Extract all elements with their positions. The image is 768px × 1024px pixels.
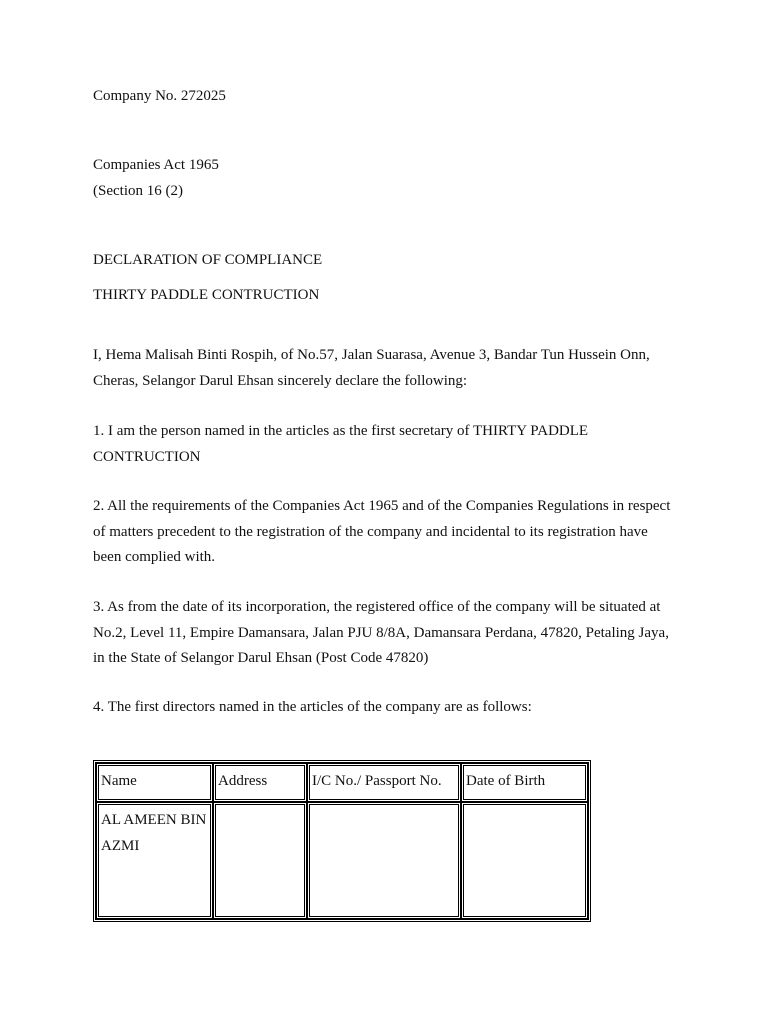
- declaration-paragraph: I, Hema Malisah Binti Rospih, of No.57, Jalan Suarasa, Avenue 3, Bandar Tun Hussein Onn, Cheras, Selangor Darul Ehsan sincerely declare the following:: [93, 347, 650, 389]
- header-ic-passport: I/C No./ Passport No.: [307, 763, 461, 802]
- document-heading: DECLARATION OF COMPLIANCE: [93, 252, 323, 268]
- clause-1: 1. I am the person named in the articles as the first secretary of THIRTY PADDLE CONTRUCTION: [93, 423, 589, 465]
- clause-4: 4. The first directors named in the articles of the company are as follows:: [93, 699, 532, 715]
- table-row: [96, 802, 588, 919]
- director-address-cell: [213, 802, 307, 919]
- director-ic-cell: [307, 802, 461, 919]
- company-number: Company No. 272025: [93, 88, 226, 104]
- act-section: (Section 16 (2): [93, 183, 183, 199]
- clause-2: 2. All the requirements of the Companies Act 1965 and of the Companies Regulations in respect of matters precedent to the registration of the company and incidental to its registration have been complied with.: [93, 498, 671, 565]
- header-date-of-birth: Date of Birth: [461, 763, 588, 802]
- header-name: Name: [96, 763, 213, 802]
- company-name: THIRTY PADDLE CONTRUCTION: [93, 287, 320, 303]
- director-dob-cell: [461, 802, 588, 919]
- table-header-row: [96, 763, 588, 802]
- clause-3: 3. As from the date of its incorporation, the registered office of the company will be situated at No.2, Level 11, Empire Damansara, Jalan PJU 8/8A, Damansara Perdana, 47820, Petaling Jaya, in the State of Selangor Darul Ehsan (Post Code 47820): [93, 599, 669, 666]
- act-title: Companies Act 1965: [93, 157, 219, 173]
- director-name-cell: AL AMEEN BIN AZMI: [96, 802, 213, 919]
- directors-table: [93, 760, 591, 922]
- header-address: Address: [213, 763, 307, 802]
